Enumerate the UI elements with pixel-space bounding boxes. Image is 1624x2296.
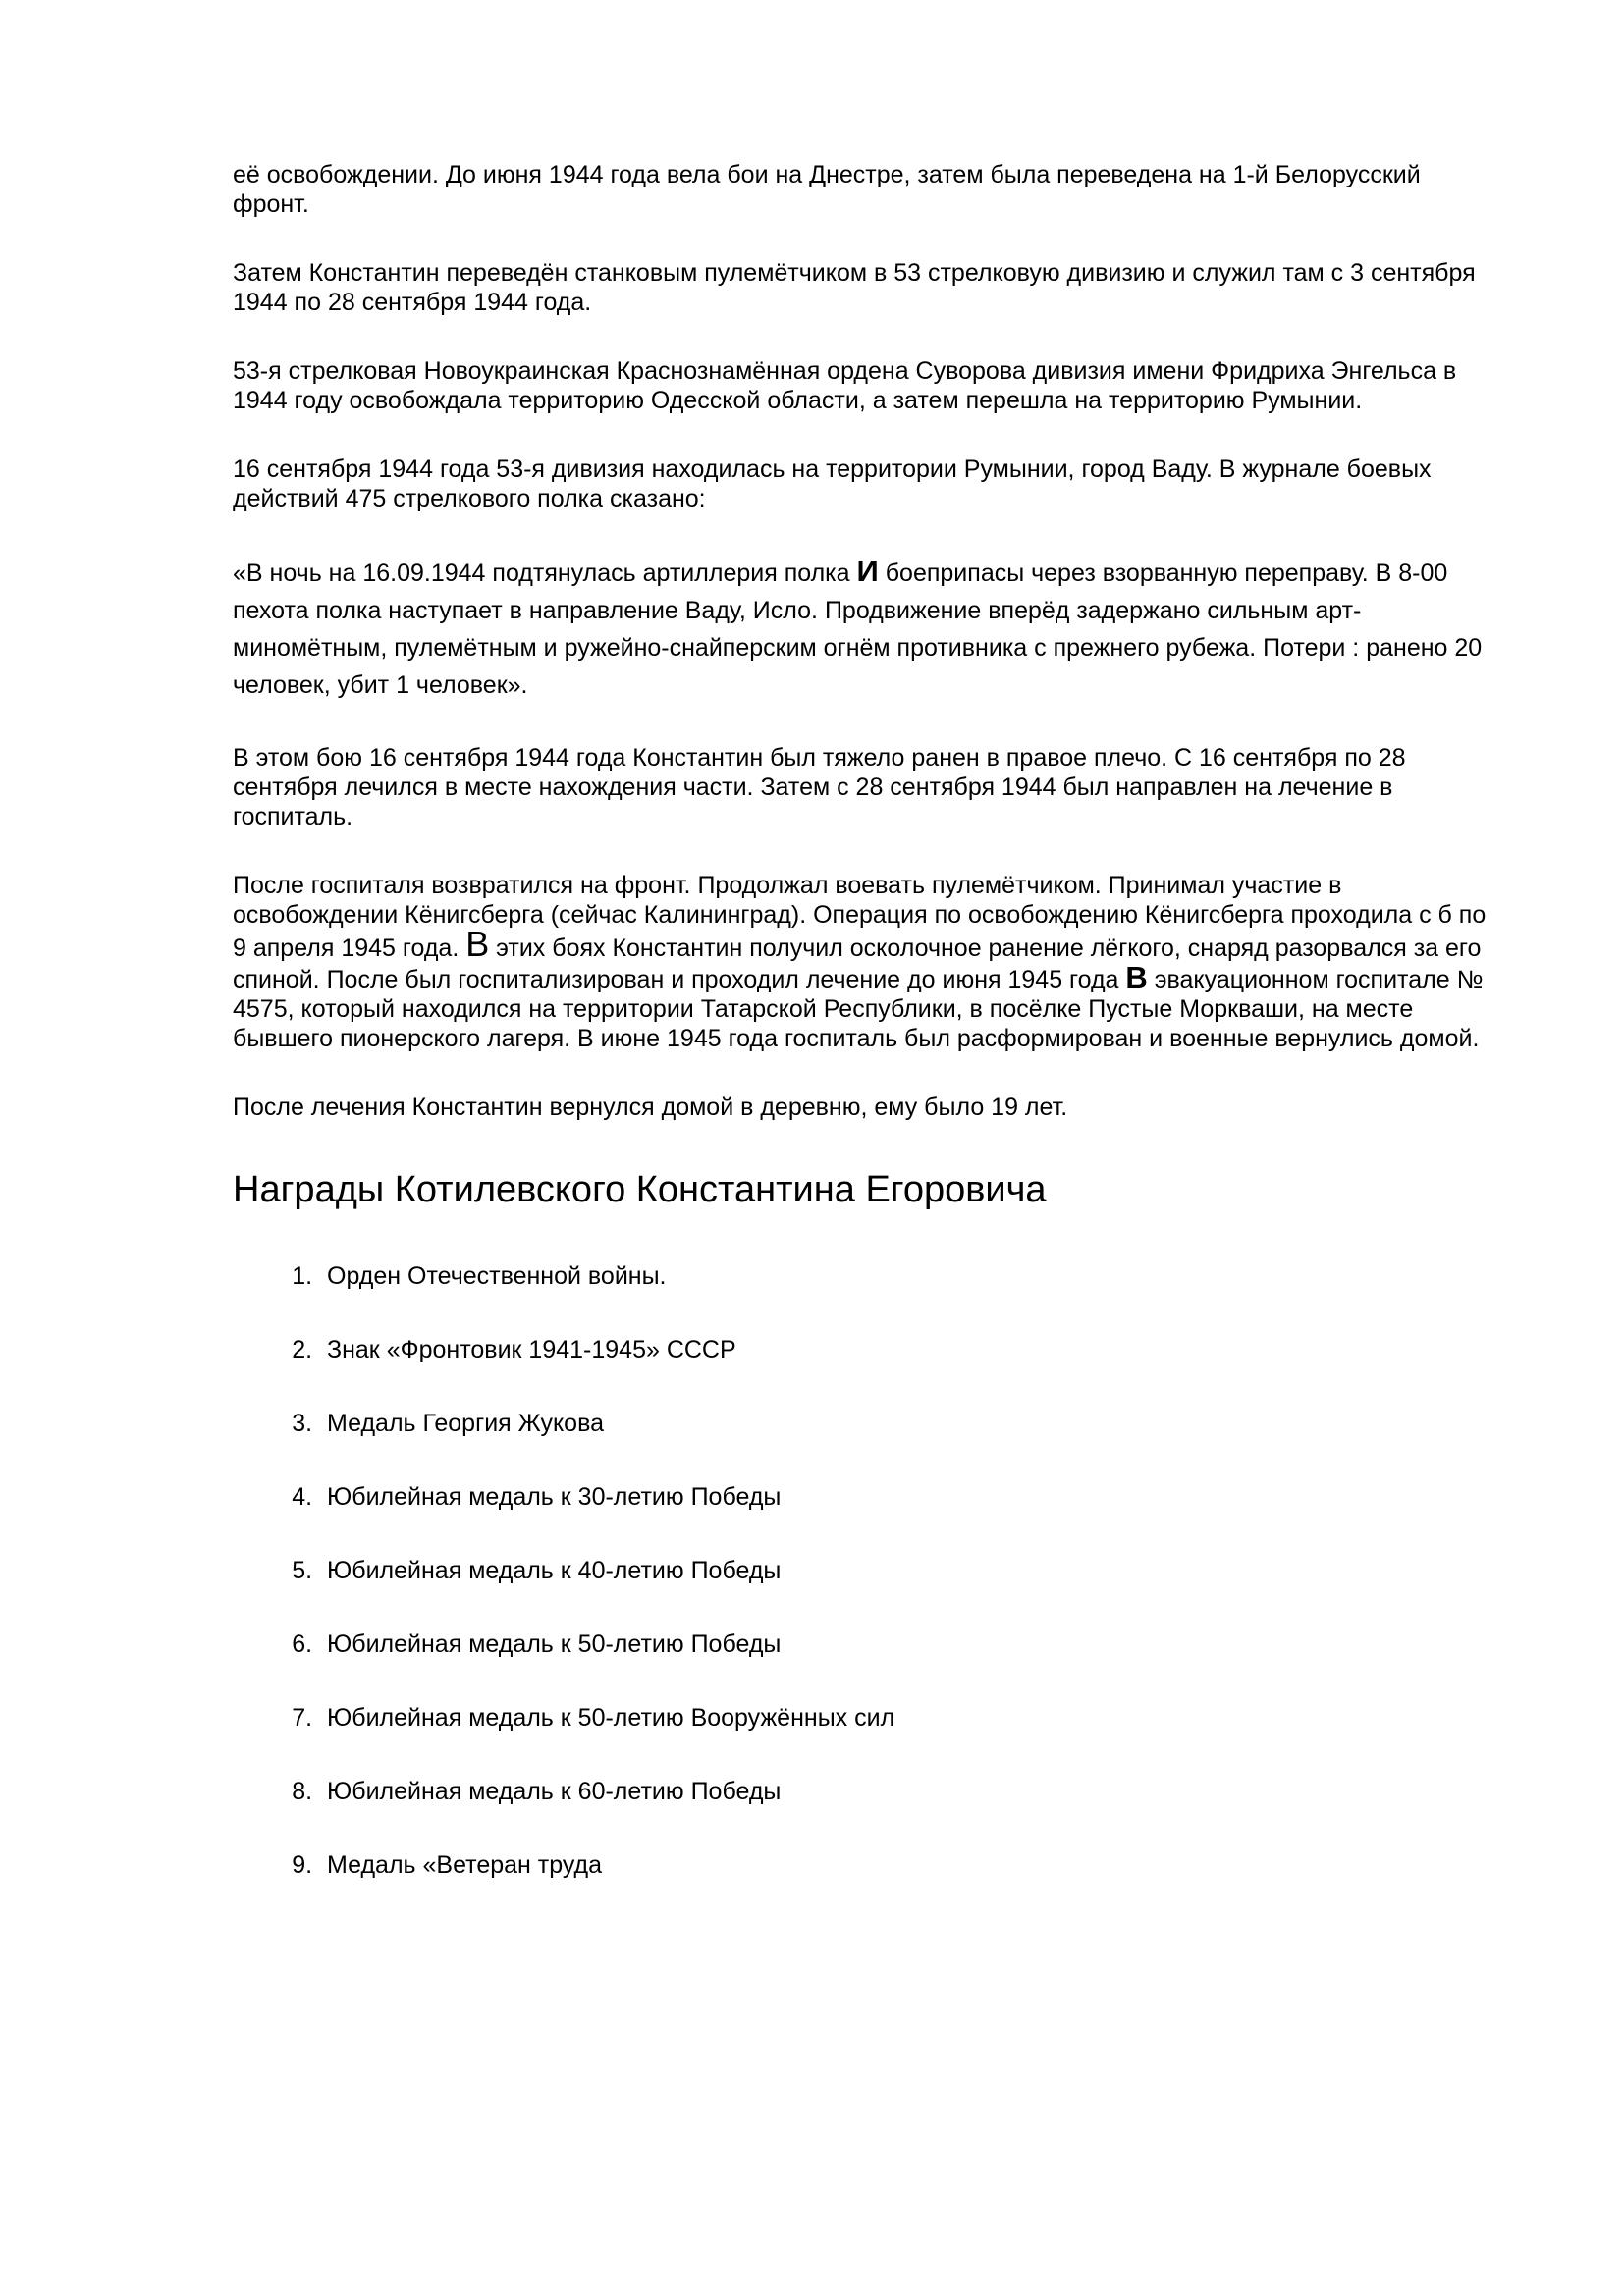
text-run: 53-я стрелковая Новоукраинская Краснознамённая ордена Суворова дивизия имени Фридриха Энгельса в <box>233 357 1457 385</box>
biography-paragraph <box>233 258 1607 317</box>
text-run: этих боях Константин получил осколочное ранение лёгкого, снаряд разорвался за его <box>489 934 1482 962</box>
award-list-item: 3. Медаль Георгия Жукова <box>319 1409 1606 1438</box>
award-list-item: 6. Юбилейная медаль к 50-летию Победы <box>319 1629 1606 1659</box>
text-run: 16 сентября 1944 года 53-я дивизия находилась на территории Румынии, город Ваду. В журнале боевых <box>233 455 1432 483</box>
text-run: сентября лечился в месте нахождения части. Затем с 28 сентября 1944 был направлен на лечение в <box>233 774 1393 801</box>
biography-paragraph <box>233 356 1607 415</box>
biography-section <box>233 160 1607 1122</box>
biography-paragraph <box>233 1093 1607 1122</box>
text-run: госпиталь. <box>233 803 353 830</box>
award-list-item: 8. Юбилейная медаль к 60-летию Победы <box>319 1777 1606 1806</box>
text-run: 4575, который находился на территории Татарской Республики, в посёлке Пустые Моркваши, на месте <box>233 995 1414 1023</box>
text-run: В этом бою 16 сентября 1944 года Константин был тяжело ранен в правое плечо. С 16 сентября по 28 <box>233 744 1406 772</box>
journal-quote-paragraph <box>233 553 1607 704</box>
text-run: пехота полка наступает в направление Ваду, Исло. Продвижение вперёд задержано сильным арт- <box>233 597 1362 624</box>
oversized-letter: В <box>465 924 490 964</box>
text-run: действий 475 стрелкового полка сказано: <box>233 485 706 512</box>
text-run: освобождении Кёнигсберга (сейчас Калининград). Операция по освобождению Кёнигсберга проходила с б по <box>233 901 1487 929</box>
text-run: 1944 по 28 сентября 1944 года. <box>233 289 592 316</box>
text-run: человек, убит 1 человек». <box>233 671 528 699</box>
award-list-item: 5. Юбилейная медаль к 40-летию Победы <box>319 1556 1606 1585</box>
oversized-letter: В <box>1125 960 1148 994</box>
text-run: миномётным, пулемётным и ружейно-снайперским огнём противника с прежнего рубежа. Потери : ранено 20 <box>233 634 1483 662</box>
biography-paragraph <box>233 871 1607 1053</box>
text-run: После госпиталя возвратился на фронт. Продолжал воевать пулемётчиком. Принимал участие в <box>233 872 1342 899</box>
biography-paragraph <box>233 743 1607 831</box>
award-list-item: 4. Юбилейная медаль к 30-летию Победы <box>319 1482 1606 1512</box>
award-list-item: 9. Медаль «Ветеран труда <box>319 1850 1606 1880</box>
text-run: боеприпасы через взорванную переправу. В 8-00 <box>878 560 1448 587</box>
awards-list <box>233 1261 1606 1880</box>
text-run: фронт. <box>233 190 309 218</box>
text-run: бывшего пионерского лагеря. В июне 1945 года госпиталь был расформирован и военные вернулись домой. <box>233 1025 1480 1052</box>
text-run: Затем Константин переведён станковым пулемётчиком в 53 стрелковую дивизию и служил там с 3 сентября <box>233 259 1476 287</box>
biography-paragraph <box>233 160 1607 219</box>
text-run: После лечения Константин вернулся домой в деревню, ему было 19 лет. <box>233 1094 1068 1121</box>
award-list-item: 1. Орден Отечественной войны. <box>319 1261 1606 1291</box>
oversized-letter: И <box>856 554 879 588</box>
award-list-item: 2. Знак «Фронтовик 1941-1945» СССР <box>319 1335 1606 1364</box>
text-run: 1944 году освобождала территорию Одесской области, а затем перешла на территорию Румынии. <box>233 387 1363 414</box>
biography-paragraph <box>233 454 1607 513</box>
text-run: «В ночь на 16.09.1944 подтянулась артиллерия полка <box>233 560 857 587</box>
awards-heading: Награды Котилевского Константина Егоровича <box>233 1169 1047 1210</box>
award-list-item: 7. Юбилейная медаль к 50-летию Вооружённых сил <box>319 1703 1606 1733</box>
text-run: эвакуационном госпитале № <box>1147 966 1484 993</box>
text-run: 9 апреля 1945 года. <box>233 934 466 962</box>
text-run: её освобождении. До июня 1944 года вела бои на Днестре, затем была переведена на 1-й Белорусский <box>233 161 1421 188</box>
text-run: спиной. После был госпитализирован и проходил лечение до июня 1945 года <box>233 966 1126 993</box>
